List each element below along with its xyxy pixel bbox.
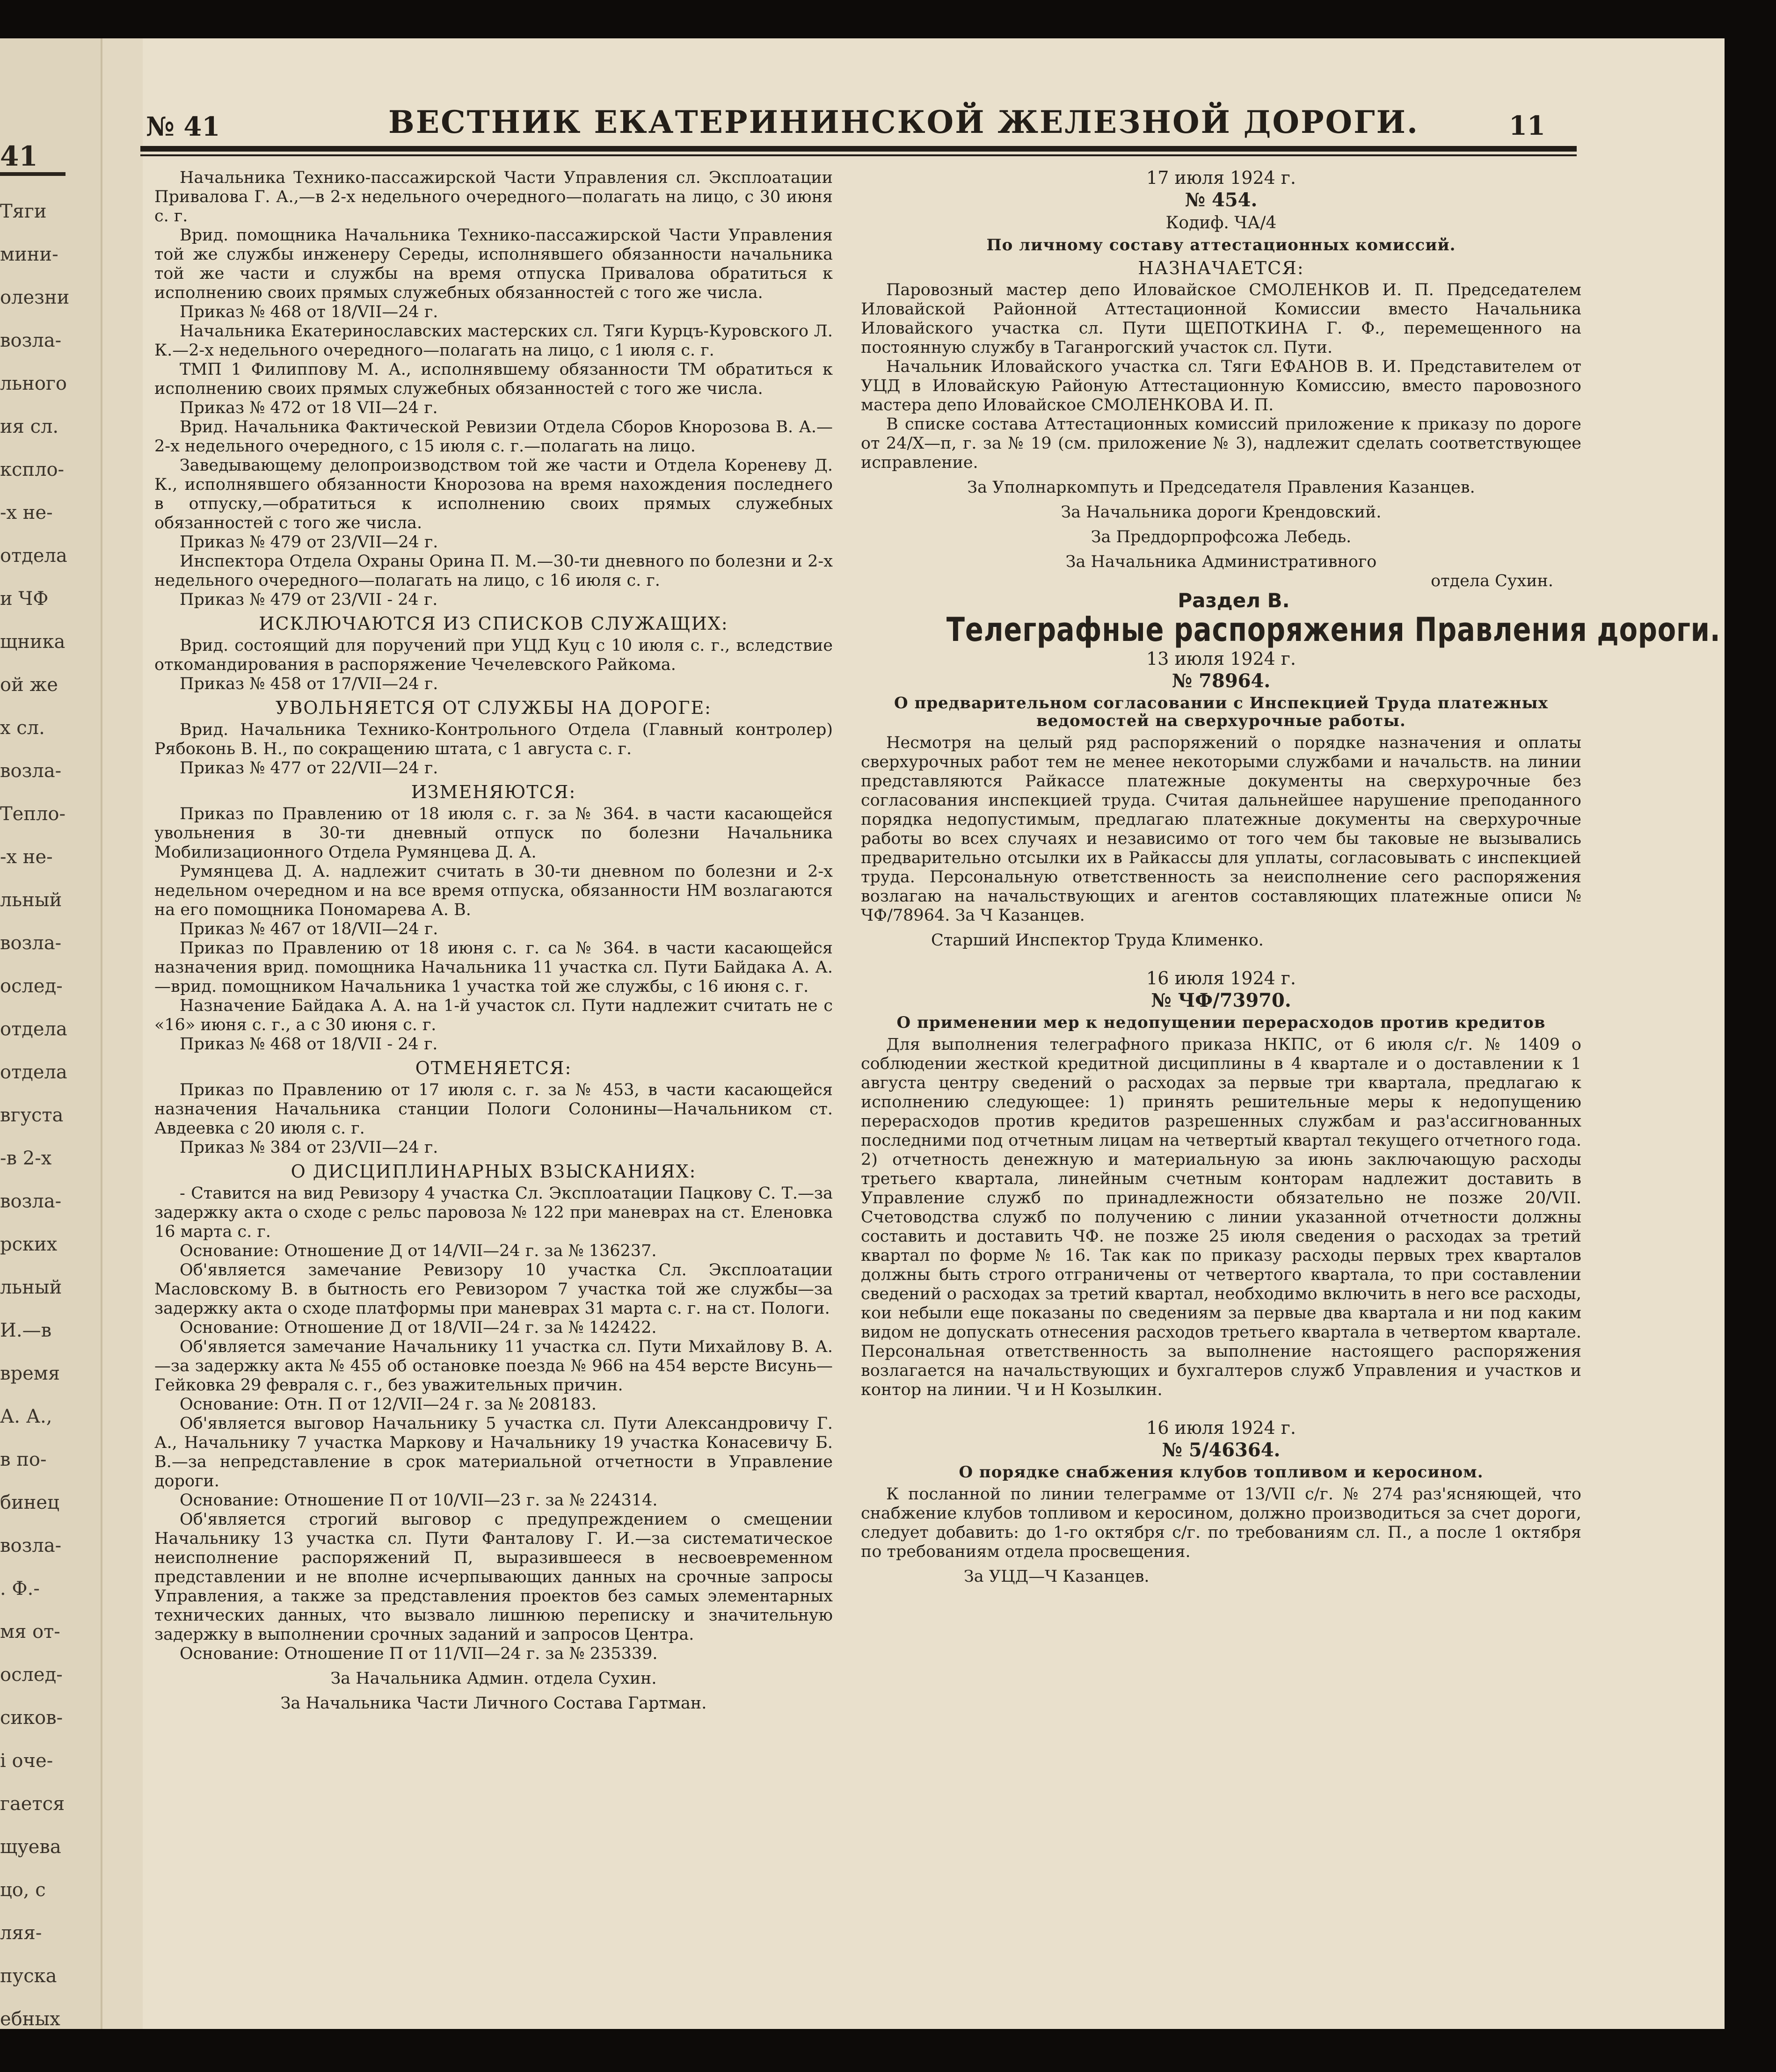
section-heading: ИЗМЕНЯЮТСЯ: <box>411 782 576 802</box>
edge-text-fragment: время <box>0 1363 60 1384</box>
header-rule-thin <box>140 154 1577 156</box>
edge-text-fragment: мя от- <box>0 1621 60 1643</box>
paragraph: Несмотря на целый ряд распоряжений о порядке назначения и оплаты сверхурочных работ тем не менее некоторыми службами и начальств. на линии представляются Райкассе платежные документы на сверхурочные без согласования инспекцией труда. Считая дальнейшее нарушение преподанного порядка недопустимым, предлагаю платежные документы на сверхурочные работы во всех случаях и независимо от того чем бы таковые не вызывались предварительно отсылки их в Райкассы для уплаты, согласовывать с инспекцией труда. Персональную ответственность за неисполнение сего распоряжения возлагаю на начальствующих и агентов составляющих платежные описи № ЧФ/78964. За Ч Казанцев. <box>861 734 1581 925</box>
edge-text-fragment: . Ф.- <box>0 1578 40 1599</box>
paragraph: Начальника Технико-пассажирской Части Управления сл. Эксплоатации Привалова Г. А.,—в 2-х недельного очередного—полагать на лицо, с 30 июня с. г. <box>154 168 833 225</box>
basis-ref: Основание: Отношение П от 10/VII—23 г. за № 224314. <box>180 1491 658 1510</box>
basis-ref: Основание: Отношение П от 11/VII—24 г. за № 235339. <box>180 1644 658 1663</box>
edge-text-fragment: ляя- <box>0 1922 42 1944</box>
edge-text-fragment: льный <box>0 1277 62 1298</box>
paragraph: Об'является строгий выговор с предупреждением о смещении Начальнику 13 участка сл. Пути Фанталову Г. И.—за систематическое неисполнение распоряжений П, выразившееся в несвоевременном представлении и не вполне исчерпывающих данных на срочные запросы Управления, а также за представления проектов без самых элементарных технических данных, что вызвало лишнюю переписку и значительную задержку в выполнении срочных заданий и запросов Центра. <box>154 1510 833 1644</box>
paragraph: Приказ по Правлению от 18 июня с. г. са № 364. в части касающейся назначения врид. помощника Начальника 11 участка сл. Пути Байдака А. А.—врид. помощником Начальника 1 участка той же службы, с 16 июня с. г. <box>154 939 833 996</box>
paragraph: Об'является замечание Ревизору 10 участка Сл. Эксплоатации Масловскому В. в бытность его Ревизором 7 участка той же службы—за задержку акта о сходе платформы при маневрах 31 марта с. г. на ст. Пологи. <box>154 1261 833 1318</box>
edge-text-fragment: отдела <box>0 1061 67 1083</box>
edge-text-fragment: Тепло- <box>0 803 66 825</box>
edge-text-fragment: -х не- <box>0 846 53 868</box>
order-number: № 78964. <box>1172 670 1271 692</box>
paragraph: Инспектора Отдела Охраны Орина П. М.—30-ти дневного по болезни и 2-х недельного очередного—полагать на лицо, с 16 июля с. г. <box>154 552 833 590</box>
signature-line: За Уполнаркомпуть и Председателя Правления Казанцев. <box>967 478 1475 497</box>
codification: Кодиф. ЧА/4 <box>1165 213 1277 233</box>
edge-text-fragment: в по- <box>0 1449 47 1470</box>
order-ref: Приказ № 458 от 17/VII—24 г. <box>180 675 438 693</box>
signature-line: отдела Сухин. <box>1431 572 1553 590</box>
edge-text-fragment: бинец <box>0 1492 59 1513</box>
edge-text-fragment: возла- <box>0 1535 62 1556</box>
edge-text-fragment: х сл. <box>0 717 45 739</box>
section-heading: УВОЛЬНЯЕТСЯ ОТ СЛУЖБЫ НА ДОРОГЕ: <box>276 698 712 718</box>
edge-text-fragment: щника <box>0 631 66 653</box>
edge-text-fragment: А. А., <box>0 1406 52 1427</box>
edge-text-fragment: ослед- <box>0 975 63 997</box>
right-column <box>861 167 1721 1586</box>
paragraph: Заведывающему делопроизводством той же части и Отдела Кореневу Д. К., исполнявшего обязанности Кнорозова на время нахождения последнего в отпуску,—обратиться к исполнению своих прямых служебных обязанностей с того же числа. <box>154 456 833 532</box>
edge-text-fragment: олезни <box>0 287 70 308</box>
order-subject: По личному составу аттестационных комиссий. <box>986 236 1456 254</box>
order-ref: Приказ № 479 от 23/VII—24 г. <box>180 533 438 552</box>
previous-page-edge <box>0 38 102 2029</box>
order-date: 16 июля 1924 г. <box>1146 968 1296 989</box>
order-ref: Приказ № 468 от 18/VII—24 г. <box>180 303 438 321</box>
edge-text-fragment: -х не- <box>0 502 53 523</box>
order-ref: Приказ № 479 от 23/VII - 24 г. <box>180 590 438 609</box>
order-ref: Приказ № 468 от 18/VII - 24 г. <box>180 1035 438 1054</box>
paragraph: Для выполнения телеграфного приказа НКПС, от 6 июля с/г. № 1409 о соблюдении жесткой кредитной дисциплины в 4 квартале и о доставлении к 1 августа центру сведений о расходах за первые три квартала, предлагаю к исполнению следующее: 1) принять решительные меры к недопущению перерасходов против кредитов разрешенных службам и раз'ассигнованных последними под отчетным лицам на четвертый квартал текущего отчетного года. 2) отчетность денежную и материальную за июнь заключающую расходы третьего квартала, линейным счетным конторам надлежит доставить в Управление служб по принадлежности обязательно не позже 20/VII. Счетоводства служб по получению с линии указанной отчетности должны составить и доставить ЧФ. не позже 25 июля сведения о расходах за третий квартал по форме № 16. Так как по приказу расходы первых трех кварталов должны быть строго отграничены от четвертого квартала, то при составлении сведений о расходах за третий квартал, необходимо включить в него все расходы, кои небыли еще показаны по сведениям за первые два квартала и ни под каким видом не допускать отнесения расходов третьего квартала в четвертом квартале. Персональная ответственность за выполнение настоящего распоряжения возлагается на начальствующих и бухгалтеров служб Управления и участков и контор на линии. Ч и Н Козылкин. <box>861 1035 1581 1399</box>
paragraph: Начальник Иловайского участка сл. Тяги ЕФАНОВ В. И. Представителем от УЦД в Иловайскую Районую Аттестационную Комиссию, вместо паровозного мастера депо Иловайское СМОЛЕНКОВА И. П. <box>861 357 1581 414</box>
edge-text-fragment: сиков- <box>0 1707 63 1729</box>
signature-line: За Начальника дороги Крендовский. <box>1061 503 1382 522</box>
edge-text-fragment: возла- <box>0 330 62 351</box>
order-subject: О предварительном согласовании с Инспекцией Труда платежных ведомостей на сверхурочные работы. <box>894 694 1548 730</box>
section-heading: ИСКЛЮЧАЮТСЯ ИЗ СПИСКОВ СЛУЖАЩИХ: <box>259 613 728 634</box>
edge-text-fragment: ксплo- <box>0 459 65 480</box>
edge-text-fragment: льный <box>0 889 62 911</box>
issue-number: № 41 <box>146 111 220 142</box>
header-rule <box>140 146 1577 152</box>
basis-ref: Основание: Отн. П от 12/VII—24 г. за № 208183. <box>180 1395 597 1414</box>
paragraph: Назначение Байдака А. А. на 1-й участок сл. Пути надлежит считать не с «16» июня с. г., а с 30 июня с. г. <box>154 996 833 1034</box>
signature-line: За Начальника Административного <box>1065 553 1377 571</box>
edge-text-fragment: мини- <box>0 244 58 265</box>
edge-text-fragment: И.—в <box>0 1320 52 1341</box>
order-number: № 5/46364. <box>1162 1439 1281 1461</box>
signature-line: За Начальника Части Личного Состава Гартман. <box>280 1694 707 1713</box>
signature-line: За Преддорпрофсожа Лебедь. <box>1091 528 1352 546</box>
edge-text-fragment: и ЧФ <box>0 588 49 610</box>
basis-ref: Основание: Отношение Д от 18/VII—24 г. за № 142422. <box>180 1318 657 1337</box>
edge-text-fragment: -в 2-х <box>0 1148 52 1169</box>
edge-text-fragment: отдела <box>0 1018 67 1040</box>
edge-text-fragment: возла- <box>0 1191 62 1212</box>
basis-ref: Основание: Отношение Д от 14/VII—24 г. за № 136237. <box>180 1242 657 1260</box>
left-column <box>154 168 833 1713</box>
section-heading: ОТМЕНЯЕТСЯ: <box>415 1058 572 1078</box>
newspaper-title: ВЕСТНИК ЕКАТЕРИНИНСКОЙ ЖЕЛЕЗНОЙ ДОРОГИ. <box>388 104 1419 140</box>
edge-text-fragment: рских <box>0 1234 58 1255</box>
order-number: № 454. <box>1185 189 1258 211</box>
section-label: Раздел В. <box>1178 589 1290 612</box>
edge-text-fragment: і оче- <box>0 1750 53 1772</box>
edge-text-fragment: цо, с <box>0 1879 46 1901</box>
edge-text-fragment: возла- <box>0 932 62 954</box>
order-date: 17 июля 1924 г. <box>1146 167 1296 188</box>
previous-page-rule <box>0 172 66 176</box>
section-heading: НАЗНАЧАЕТСЯ: <box>1138 258 1304 278</box>
paragraph: ТМП 1 Филиппову М. А., исполнявшему обязанности ТМ обратиться к исполнению своих прямых служебных обязанностей с того же числа. <box>154 360 833 398</box>
edge-text-fragment: льного <box>0 373 67 394</box>
section-title: Телеграфные распоряжения Правления дороги. <box>946 611 1721 649</box>
edge-text-fragment: щуева <box>0 1836 61 1858</box>
edge-text-fragment: ослед- <box>0 1664 63 1686</box>
edge-text-fragment: отдела <box>0 545 67 567</box>
signature-line: За УЦД—Ч Казанцев. <box>964 1567 1150 1586</box>
edge-text-fragment: гается <box>0 1793 65 1815</box>
paragraph: Приказ по Правлению от 18 июля с. г. за № 364. в части касающейся увольнения в 30-ти дневный отпуск по болезни Начальника Мобилизационного Отдела Румянцева Д. А. <box>154 805 833 862</box>
order-date: 13 июля 1924 г. <box>1146 648 1296 669</box>
paragraph: Врид. помощника Начальника Технико-пассажирской Части Управления той же службы инженеру Середы, исполнявшего обязанности начальника той же части и службы на время отпуска Привалова обратиться к исполнению своих прямых служебных обязанностей с того же числа. <box>154 226 833 302</box>
section-heading: О ДИСЦИПЛИНАРНЫХ ВЗЫСКАНИЯХ: <box>291 1161 697 1182</box>
order-ref: Приказ № 467 от 18/VII—24 г. <box>180 920 438 938</box>
paragraph: Врид. состоящий для поручений при УЦД Куц с 10 июля с. г., вследствие откомандирования в распоряжение Чечелевского Райкома. <box>154 636 833 674</box>
edge-text-fragment: ия сл. <box>0 416 59 437</box>
paragraph: В списке состава Аттестационных комиссий приложение к приказу по дороге от 24/Х—п, г. за № 19 (см. приложение № 3), надлежит сделать соответствующее исправление. <box>861 415 1581 472</box>
paragraph: Румянцева Д. А. надлежит считать в 30-ти дневном по болезни и 2-х недельном очередном и на все время отпуска, обязанности НМ возлагаются на его помощника Пономарева А. В. <box>154 862 833 919</box>
order-ref: Приказ № 472 от 18 VII—24 г. <box>180 399 438 417</box>
order-date: 16 июля 1924 г. <box>1146 1418 1296 1438</box>
previous-page-number: 41 <box>0 140 38 172</box>
paragraph: Врид. Начальника Фактической Ревизии Отдела Сборов Кнорозова В. А.—2-х недельного очередного, с 15 июля с. г.—полагать на лицо. <box>154 418 833 456</box>
paragraph: К посланной по линии телеграмме от 13/VII с/г. № 274 раз'ясняющей, что снабжение клубов топливом и керосином, должно производиться за счет дороги, следует добавить: до 1-го октября с/г. по требованиям сл. П., а после 1 октября по требованиям отдела просвещения. <box>861 1485 1581 1561</box>
edge-text-fragment: вгуста <box>0 1105 64 1126</box>
paragraph: Паровозный мастер депо Иловайское СМОЛЕНКОВ И. П. Председателем Иловайской Районной Аттестационной Комиссии вместо Начальника Иловайского участка сл. Пути ЩЕПОТКИНА Г. Ф., перемещенного на постоянную службу в Таганрогский участок сл. Пути. <box>861 281 1581 357</box>
paragraph: - Ставится на вид Ревизору 4 участка Сл. Эксплоатации Пацкову С. Т.—за задержку акта о сходе с рельс паровоза № 122 при маневрах на ст. Еленовка 16 марта с. г. <box>154 1184 833 1241</box>
edge-text-fragment: возла- <box>0 760 62 782</box>
edge-text-fragment: Тяги <box>0 201 47 222</box>
signature-line: За Начальника Админ. отдела Сухин. <box>330 1669 657 1688</box>
edge-text-fragment: ой же <box>0 674 58 696</box>
paragraph: Врид. Начальника Технико-Контрольного Отдела (Главный контролер) Рябоконь В. Н., по сокращению штата, с 1 августа с. г. <box>154 720 833 758</box>
signature-line: Старший Инспектор Труда Клименко. <box>931 931 1264 950</box>
order-subject: О применении мер к недопущении перерасходов против кредитов <box>896 1013 1546 1032</box>
paragraph: Приказ по Правлению от 17 июля с. г. за № 453, в части касающейся назначения Начальника станции Пологи Солонины—Начальником ст. Авдеевка с 20 июля с. г. <box>154 1081 833 1138</box>
paragraph: Об'является выговор Начальнику 5 участка сл. Пути Александровичу Г. А., Начальнику 7 участка Маркову и Начальнику 19 участка Конасевичу Б. В.—за непредставление в срок материальной отчетности в Управление дороги. <box>154 1414 833 1490</box>
order-ref: Приказ № 477 от 22/VII—24 г. <box>180 759 438 778</box>
edge-text-fragment: ебных <box>0 2008 60 2029</box>
edge-text-fragment: пуска <box>0 1965 57 1987</box>
order-ref: Приказ № 384 от 23/VII—24 г. <box>180 1138 438 1157</box>
page-number: 11 <box>1509 110 1545 141</box>
order-subject: О порядке снабжения клубов топливом и керосином. <box>959 1463 1484 1482</box>
page-gutter <box>101 38 143 2029</box>
paragraph: Об'является замечание Начальнику 11 участка сл. Пути Михайлову В. А.—за задержку акта № 455 об остановке поезда № 966 на 454 версте Висунь—Гейковка 29 февраля с. г., без уважительных причин. <box>154 1338 833 1395</box>
paragraph: Начальника Екатеринославских мастерских сл. Тяги Курцъ-Куровского Л. К.—2-х недельного очередного—полагать на лицо, с 1 июля с. г. <box>154 322 833 360</box>
order-number: № ЧФ/73970. <box>1151 989 1291 1011</box>
